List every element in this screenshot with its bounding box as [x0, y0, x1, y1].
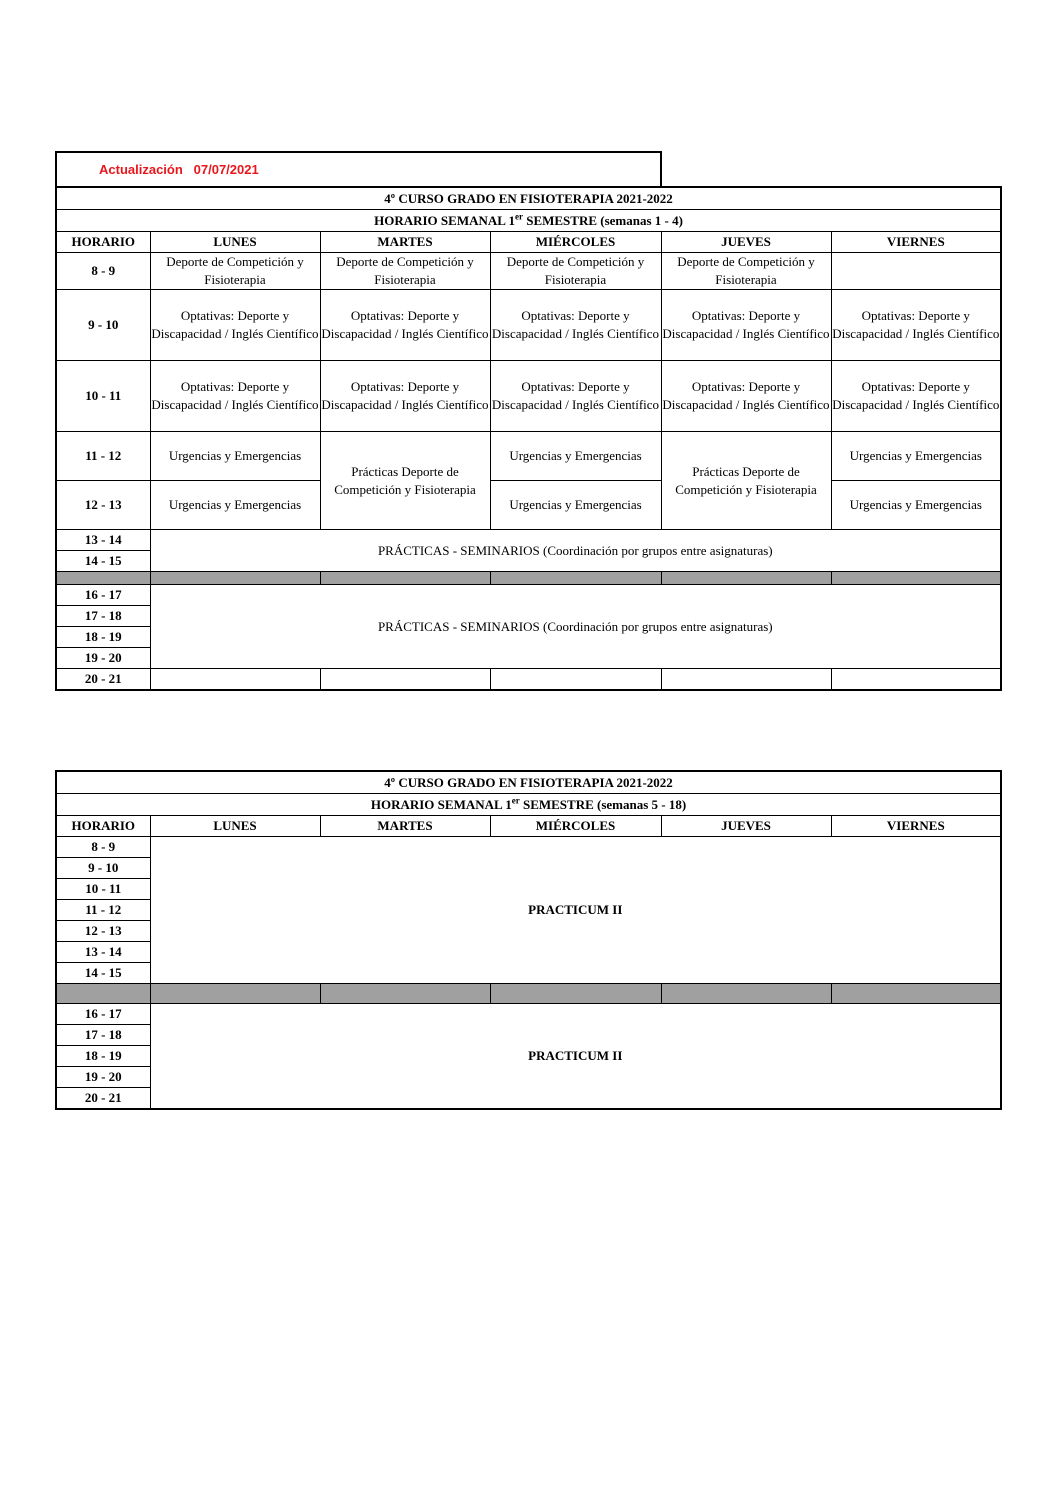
empty-cell — [490, 669, 661, 690]
empty-cell — [320, 669, 490, 690]
time-cell: 17 - 18 — [56, 606, 150, 627]
table-title: 4º CURSO GRADO EN FISIOTERAPIA 2021-2022 — [56, 771, 1001, 794]
time-cell: 19 - 20 — [56, 1067, 150, 1088]
practicas-seminarios-cell: PRÁCTICAS - SEMINARIOS (Coordinación por grupos entre asignaturas) — [150, 530, 1001, 572]
time-cell: 9 - 10 — [56, 858, 150, 879]
class-cell — [831, 253, 1001, 290]
class-cell: Urgencias y Emergencias — [490, 481, 661, 530]
class-cell: Prácticas Deporte de Competición y Fisioterapia — [320, 432, 490, 530]
time-cell: 9 - 10 — [56, 290, 150, 361]
class-cell: Optativas: Deporte y Discapacidad / Inglés Científico — [490, 361, 661, 432]
time-cell: 10 - 11 — [56, 879, 150, 900]
practicum-cell: PRACTICUM II — [150, 1004, 1001, 1109]
update-stamp — [99, 162, 259, 177]
class-cell: Urgencias y Emergencias — [831, 481, 1001, 530]
lunch-break-row — [56, 984, 1001, 1004]
header-horario: HORARIO — [56, 816, 150, 837]
time-cell: 14 - 15 — [56, 551, 150, 572]
subtitle-sup: er — [514, 211, 523, 222]
header-miercoles: MIÉRCOLES — [490, 232, 661, 253]
time-cell: 20 - 21 — [56, 669, 150, 690]
class-cell: Urgencias y Emergencias — [150, 481, 320, 530]
table-title: 4º CURSO GRADO EN FISIOTERAPIA 2021-2022 — [56, 187, 1001, 210]
time-cell: 19 - 20 — [56, 648, 150, 669]
class-cell: Optativas: Deporte y Discapacidad / Inglés Científico — [831, 361, 1001, 432]
empty-cell — [661, 669, 831, 690]
schedule-table-weeks-1-4 — [55, 186, 1002, 691]
header-jueves: JUEVES — [661, 816, 831, 837]
class-cell: Optativas: Deporte y Discapacidad / Inglés Científico — [831, 290, 1001, 361]
subtitle-text-end: SEMESTRE (semanas 5 - 18) — [519, 796, 687, 812]
class-cell: Optativas: Deporte y Discapacidad / Inglés Científico — [490, 290, 661, 361]
class-cell: Optativas: Deporte y Discapacidad / Inglés Científico — [320, 290, 490, 361]
class-cell: Urgencias y Emergencias — [831, 432, 1001, 481]
time-cell: 8 - 9 — [56, 837, 150, 858]
time-cell: 18 - 19 — [56, 627, 150, 648]
empty-cell — [150, 669, 320, 690]
time-cell: 13 - 14 — [56, 530, 150, 551]
header-martes: MARTES — [320, 816, 490, 837]
update-box — [55, 151, 662, 188]
time-cell: 10 - 11 — [56, 361, 150, 432]
header-lunes: LUNES — [150, 816, 320, 837]
time-cell: 11 - 12 — [56, 432, 150, 481]
class-cell: Optativas: Deporte y Discapacidad / Inglés Científico — [150, 290, 320, 361]
subtitle-sup: er — [511, 795, 520, 806]
time-cell: 18 - 19 — [56, 1046, 150, 1067]
time-cell: 14 - 15 — [56, 963, 150, 984]
class-cell: Optativas: Deporte y Discapacidad / Inglés Científico — [320, 361, 490, 432]
update-label: Actualización — [99, 162, 183, 177]
time-cell: 13 - 14 — [56, 942, 150, 963]
table-subtitle — [56, 210, 1001, 232]
update-date: 07/07/2021 — [193, 162, 259, 177]
time-cell: 16 - 17 — [56, 1004, 150, 1025]
subtitle-text: HORARIO SEMANAL 1 — [374, 212, 515, 228]
subtitle-text: HORARIO SEMANAL 1 — [370, 796, 512, 812]
table-subtitle — [56, 794, 1001, 816]
time-cell: 11 - 12 — [56, 900, 150, 921]
empty-cell — [831, 669, 1001, 690]
class-cell: Optativas: Deporte y Discapacidad / Inglés Científico — [150, 361, 320, 432]
time-cell: 12 - 13 — [56, 921, 150, 942]
schedule-table-weeks-5-18 — [55, 770, 1002, 1110]
time-cell: 12 - 13 — [56, 481, 150, 530]
class-cell: Deporte de Competición y Fisioterapia — [661, 253, 831, 290]
header-martes: MARTES — [320, 232, 490, 253]
time-cell: 16 - 17 — [56, 585, 150, 606]
class-cell: Deporte de Competición y Fisioterapia — [490, 253, 661, 290]
class-cell: Prácticas Deporte de Competición y Fisioterapia — [661, 432, 831, 530]
class-cell: Optativas: Deporte y Discapacidad / Inglés Científico — [661, 290, 831, 361]
class-cell: Deporte de Competición y Fisioterapia — [320, 253, 490, 290]
time-cell: 8 - 9 — [56, 253, 150, 290]
time-cell: 20 - 21 — [56, 1088, 150, 1109]
header-viernes: VIERNES — [831, 816, 1001, 837]
class-cell: Deporte de Competición y Fisioterapia — [150, 253, 320, 290]
header-horario: HORARIO — [56, 232, 150, 253]
lunch-break-row — [56, 572, 1001, 585]
practicas-seminarios-cell: PRÁCTICAS - SEMINARIOS (Coordinación por grupos entre asignaturas) — [150, 585, 1001, 669]
subtitle-text-end: SEMESTRE (semanas 1 - 4) — [522, 212, 683, 228]
practicum-cell: PRACTICUM II — [150, 837, 1001, 984]
header-viernes: VIERNES — [831, 232, 1001, 253]
header-lunes: LUNES — [150, 232, 320, 253]
time-cell: 17 - 18 — [56, 1025, 150, 1046]
class-cell: Urgencias y Emergencias — [490, 432, 661, 481]
header-miercoles: MIÉRCOLES — [490, 816, 661, 837]
header-jueves: JUEVES — [661, 232, 831, 253]
class-cell: Optativas: Deporte y Discapacidad / Inglés Científico — [661, 361, 831, 432]
class-cell: Urgencias y Emergencias — [150, 432, 320, 481]
